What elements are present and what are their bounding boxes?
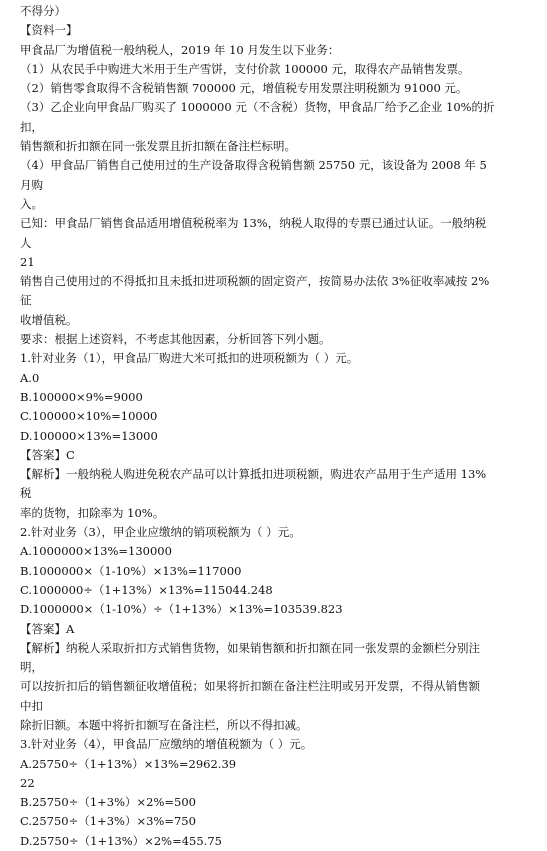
section-heading: 【资料一】 <box>20 23 78 38</box>
question-stem: 1.针对业务（1），甲食品厂购进大米可抵扣的进项税额为（ ）元。 <box>20 351 359 366</box>
question-stem: 2.针对业务（3），甲企业应缴纳的销项税额为（ ）元。 <box>20 525 301 540</box>
text-line: 已知：甲食品厂销售食品适用增值税税率为 13%，纳税人取得的专票已通过认证。一般纳税 <box>20 216 487 231</box>
text-line: 中扣 <box>20 698 43 713</box>
option-b: B.1000000×（1-10%）×13%=117000 <box>20 563 242 578</box>
text-line: 明， <box>20 660 43 675</box>
text-line: （1）从农民手中购进大米用于生产雪饼，支付价款 100000 元，取得农产品销售发票。 <box>20 61 470 76</box>
page-number: 22 <box>20 775 35 790</box>
text-line: 除折旧额。本题中将折扣额写在备注栏，所以不得扣减。 <box>20 717 308 732</box>
text-line: 扣， <box>20 119 43 134</box>
option-a: A.1000000×13%=130000 <box>20 544 172 559</box>
text-line: 销售自己使用过的不得抵扣且未抵扣进项税额的固定资产，按简易办法依 3%征收率减按 2% <box>20 274 490 289</box>
text-line: 不得分） <box>20 4 66 18</box>
text-line: （2）销售零食取得不含税销售额 700000 元，增值税专用发票注明税额为 91000 元。 <box>20 81 468 96</box>
text-line: 入。 <box>20 196 43 211</box>
analysis-line: 【解析】纳税人采取折扣方式销售货物，如果销售额和折扣额在同一张发票的金额栏分别注 <box>20 640 480 655</box>
option-d: D.25750÷（1+13%）×2%=455.75 <box>20 833 222 848</box>
option-d: D.100000×13%=13000 <box>20 428 158 443</box>
text-line: 收增值税。 <box>20 312 78 327</box>
text-line: 要求：根据上述资料，不考虑其他因素，分析回答下列小题。 <box>20 332 331 347</box>
text-line: 税 <box>20 486 32 501</box>
text-line: （4）甲食品厂销售自己使用过的生产设备取得含税销售额 25750 元，该设备为 2008 年 5 <box>20 158 487 173</box>
option-b: B.25750÷（1+3%）×2%=500 <box>20 795 196 810</box>
text-line: （3）乙企业向甲食品厂购买了 1000000 元（不含税）货物，甲食品厂给予乙企业 10%的折 <box>20 100 495 115</box>
option-b: B.100000×9%=9000 <box>20 389 143 404</box>
option-c: C.1000000÷（1+13%）×13%=115044.248 <box>20 582 273 597</box>
text-line: 征 <box>20 293 32 308</box>
option-d: D.1000000×（1-10%）÷（1+13%）×13%=103539.823 <box>20 602 343 617</box>
text-line: 甲食品厂为增值税一般纳税人，2019 年 10 月发生以下业务： <box>20 42 340 57</box>
page-number: 21 <box>20 254 35 269</box>
option-a: A.0 <box>20 370 40 385</box>
text-line: 销售额和折扣额在同一张发票且折扣额在备注栏标明。 <box>20 139 296 154</box>
answer-line: 【答案】C <box>20 447 75 462</box>
text-line: 人 <box>20 235 32 250</box>
text-line: 率的货物，扣除率为 10%。 <box>20 505 165 520</box>
analysis-line: 【解析】一般纳税人购进免税农产品可以计算抵扣进项税额，购进农产品用于生产适用 13% <box>20 467 487 482</box>
option-c: C.100000×10%=10000 <box>20 409 158 424</box>
option-c: C.25750÷（1+3%）×3%=750 <box>20 814 196 829</box>
question-stem: 3.针对业务（4），甲食品厂应缴纳的增值税额为（ ）元。 <box>20 737 313 752</box>
option-a: A.25750÷（1+13%）×13%=2962.39 <box>20 756 237 771</box>
text-line: 月购 <box>20 177 43 192</box>
answer-line: 【答案】A <box>20 621 75 636</box>
text-line: 可以按折扣后的销售额征收增值税；如果将折扣额在备注栏注明或另开发票，不得从销售额 <box>20 679 480 694</box>
